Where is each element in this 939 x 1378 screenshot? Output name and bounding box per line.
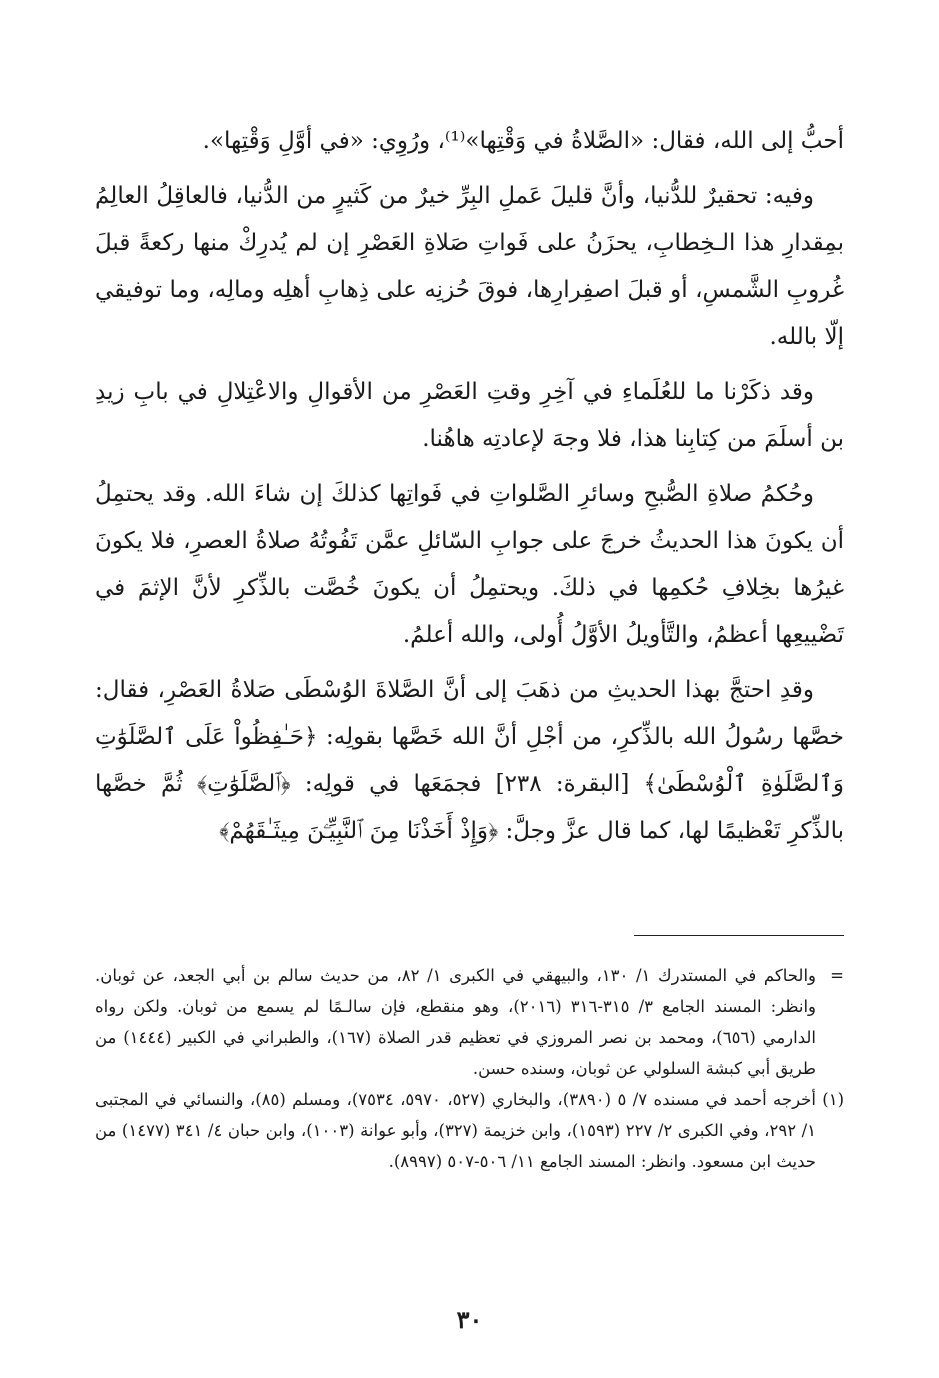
page-number: ٣٠ bbox=[456, 1305, 483, 1334]
footnote-continuation-text: والحاكم في المستدرك ١/ ١٣٠، والبيهقي في الكبرى ١/ ٨٢، من حديث سالم بن أبي الجعد، عن ثوبان. وانظر: المسند الجامع ٣/ ٣١٥-٣١٦ (٢٠١٦)، وهو منقطع، فإن سالـمًا لم يسمع من ثوبان. ولكن رواه الدارمي (٦٥٦)، ومحمد بن نصر المروزي في تعظيم قدر الصلاة (١٦٧)، والطبراني في الكبير (١٤٤٤) من طريق أبي كبشة السلولي عن ثوبان، وسنده حسن. bbox=[95, 966, 816, 1078]
footnote-divider bbox=[634, 935, 844, 936]
footnote-1-text: أخرجه أحمد في مسنده ٧/ ٥ (٣٨٩٠)، والبخاري (٥٢٧، ٥٩٧٠، ٧٥٣٤)، ومسلم (٨٥)، والنسائي في المجتبى ١/ ٢٩٢، وفي الكبرى ٢/ ٢٢٧ (١٥٩٣)، وابن خزيمة (٣٢٧)، وأبو عوانة (١٠٠٣)، وابن حبان ٤/ ٣٤١ (١٤٧٧) من حديث ابن مسعود. وانظر: المسند الجامع ١١/ ٥٠٦-٥٠٧ (٨٩٩٧). bbox=[95, 1090, 817, 1171]
footnote-continuation bbox=[95, 960, 844, 1084]
footnotes bbox=[95, 960, 844, 1177]
paragraph-2: وفيه: تحقيرٌ للدُّنيا، وأنَّ قليلَ عَملِ البِرِّ خيرٌ من كَثيرٍ من الدُّنيا، فالعاقِلُ العالِمُ بمِقدارِ هذا الـخِطابِ، يحزَنُ على فَواتِ صَلاةِ العَصْرِ إن لم يُدرِكْ منها ركعةً قبلَ غُروبِ الشَّمسِ، أو قبلَ اصفِرارِها، فوقَ حُزنِه على ذِهابِ أهلِه ومالِه، وما توفيقي إلّا بالله. bbox=[95, 183, 844, 350]
continuation-mark: = bbox=[830, 966, 844, 985]
paragraph-5: وقدِ احتجَّ بهذا الحديثِ من ذهَبَ إلى أنَّ الصَّلاةَ الوُسْطَى صَلاةُ العَصْرِ، فقال: خصَّها رسُولُ الله بالذِّكرِ، من أجْلِ أنَّ الله خَصَّها بقولِه: ﴿حَـٰفِظُواْ عَلَى ٱلصَّلَوَٰتِ وَٱلصَّلَوٰةِ ٱلْوُسْطَىٰ﴾ [البقرة: ٢٣٨] فجمَعَها في قولِه: ﴿ٱلصَّلَوَٰتِ﴾ ثُمَّ خصَّها بالذِّكرِ تَعْظيمًا لها، كما قال عزَّ وجلَّ: ﴿وَإِذْ أَخَذْنَا مِنَ ٱلنَّبِيِّـۧنَ مِيثَـٰقَهُمْ﴾ bbox=[95, 677, 844, 844]
page-body bbox=[95, 118, 844, 863]
paragraph-3: وقد ذكَرْنا ما للعُلَماءِ في آخِرِ وقتِ العَصْرِ من الأقوالِ والاعْتِلالِ في بابِ زيدِ بن أسلَمَ من كِتابِنا هذا، فلا وجهَ لإعادتِه هاهُنا. bbox=[95, 379, 844, 452]
footnote-1-number: (١) bbox=[822, 1090, 844, 1109]
paragraph-4: وحُكمُ صلاةِ الصُّبحِ وسائرِ الصَّلواتِ في فَواتِها كذلكَ إن شاءَ الله. وقد يحتمِلُ أن يكونَ هذا الحديثُ خرجَ على جوابِ السّائلِ عمَّن تَفُوتُهُ صلاةُ العصرِ، فلا يكونَ غيرُها بخِلافِ حُكمِها في ذلكَ. ويحتمِلُ أن يكونَ خُصَّت بالذِّكرِ لأنَّ الإثمَ في تَضْييعِها أعظمُ، والتَّأويلُ الأوَّلُ أُولى، والله أعلمُ. bbox=[95, 481, 844, 648]
main-text bbox=[95, 118, 844, 855]
paragraph-1: أحبُّ إلى الله، فقال: «الصَّلاةُ في وَقْتِها»⁽¹⁾، ورُوِي: «في أوَّلِ وَقْتِها». bbox=[202, 128, 844, 154]
footnote-1 bbox=[95, 1084, 844, 1177]
